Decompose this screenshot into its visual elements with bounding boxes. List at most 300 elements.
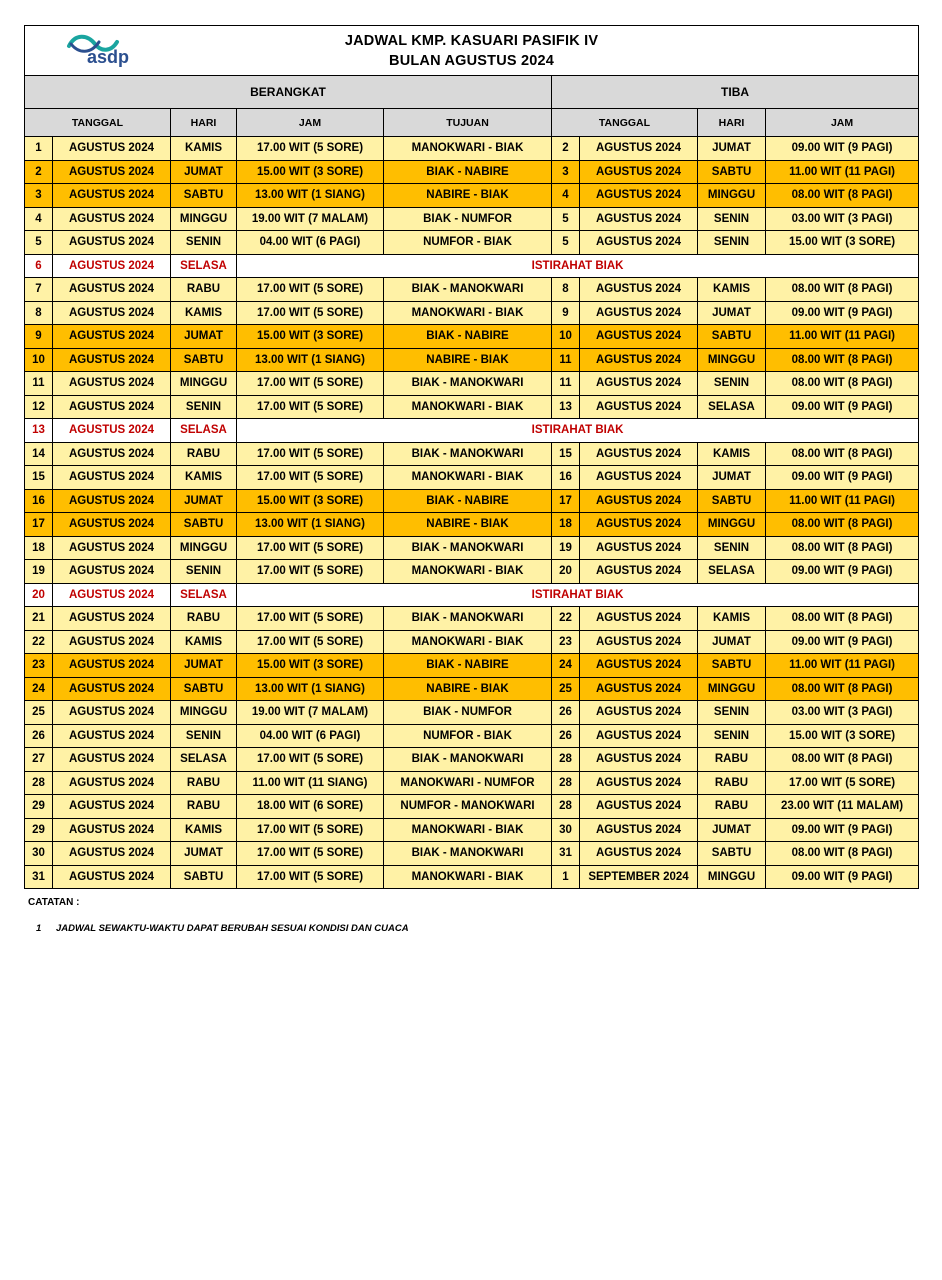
arrive-weekday: SABTU xyxy=(698,842,766,866)
rest-row xyxy=(25,419,919,443)
arrive-month: AGUSTUS 2024 xyxy=(580,513,698,537)
arrive-time: 08.00 WIT (8 PAGI) xyxy=(766,442,919,466)
depart-month: AGUSTUS 2024 xyxy=(53,724,171,748)
depart-day: 11 xyxy=(25,372,53,396)
schedule-row xyxy=(25,654,919,678)
arrive-month: AGUSTUS 2024 xyxy=(580,184,698,208)
arrive-time: 09.00 WIT (9 PAGI) xyxy=(766,395,919,419)
depart-day: 23 xyxy=(25,654,53,678)
arrive-month: AGUSTUS 2024 xyxy=(580,677,698,701)
route: BIAK - NABIRE xyxy=(384,160,552,184)
schedule-row xyxy=(25,560,919,584)
arrive-day: 2 xyxy=(552,137,580,161)
arrive-time: 11.00 WIT (11 PAGI) xyxy=(766,489,919,513)
arrive-time: 08.00 WIT (8 PAGI) xyxy=(766,677,919,701)
depart-time: 17.00 WIT (5 SORE) xyxy=(237,630,384,654)
schedule-row xyxy=(25,231,919,255)
arrive-weekday: SELASA xyxy=(698,560,766,584)
rest-note: ISTIRAHAT BIAK xyxy=(237,419,919,443)
arrive-day: 18 xyxy=(552,513,580,537)
arrive-weekday: KAMIS xyxy=(698,442,766,466)
depart-day: 30 xyxy=(25,842,53,866)
depart-month: AGUSTUS 2024 xyxy=(53,137,171,161)
arrive-time: 11.00 WIT (11 PAGI) xyxy=(766,160,919,184)
arrive-day: 26 xyxy=(552,701,580,725)
arrive-time: 09.00 WIT (9 PAGI) xyxy=(766,818,919,842)
arrive-time: 09.00 WIT (9 PAGI) xyxy=(766,630,919,654)
depart-time: 04.00 WIT (6 PAGI) xyxy=(237,231,384,255)
arrive-time: 08.00 WIT (8 PAGI) xyxy=(766,513,919,537)
schedule-row xyxy=(25,466,919,490)
route: MANOKWARI - BIAK xyxy=(384,560,552,584)
depart-weekday: SENIN xyxy=(171,724,237,748)
depart-weekday: RABU xyxy=(171,442,237,466)
arrive-time: 17.00 WIT (5 SORE) xyxy=(766,771,919,795)
col-tanggal: TANGGAL xyxy=(25,109,171,137)
depart-weekday: SELASA xyxy=(171,419,237,443)
arrive-weekday: SENIN xyxy=(698,536,766,560)
arrive-month: AGUSTUS 2024 xyxy=(580,701,698,725)
depart-month: AGUSTUS 2024 xyxy=(53,231,171,255)
depart-weekday: SELASA xyxy=(171,748,237,772)
depart-time: 17.00 WIT (5 SORE) xyxy=(237,607,384,631)
note-item xyxy=(36,923,409,934)
arrive-time: 09.00 WIT (9 PAGI) xyxy=(766,560,919,584)
route: BIAK - NABIRE xyxy=(384,325,552,349)
arrive-weekday: RABU xyxy=(698,795,766,819)
arrive-weekday: JUMAT xyxy=(698,818,766,842)
arrive-month: AGUSTUS 2024 xyxy=(580,818,698,842)
schedule-row xyxy=(25,184,919,208)
asdp-logo xyxy=(65,32,155,68)
depart-month: AGUSTUS 2024 xyxy=(53,560,171,584)
arrive-day: 28 xyxy=(552,748,580,772)
arrive-weekday: SABTU xyxy=(698,489,766,513)
depart-time: 17.00 WIT (5 SORE) xyxy=(237,372,384,396)
depart-day: 13 xyxy=(25,419,53,443)
arrive-time: 23.00 WIT (11 MALAM) xyxy=(766,795,919,819)
depart-month: AGUSTUS 2024 xyxy=(53,395,171,419)
arrive-weekday: SENIN xyxy=(698,372,766,396)
arrive-month: AGUSTUS 2024 xyxy=(580,466,698,490)
arrive-weekday: SELASA xyxy=(698,395,766,419)
depart-month: AGUSTUS 2024 xyxy=(53,865,171,889)
route: BIAK - MANOKWARI xyxy=(384,372,552,396)
depart-weekday: MINGGU xyxy=(171,536,237,560)
arrive-weekday: JUMAT xyxy=(698,630,766,654)
depart-time: 17.00 WIT (5 SORE) xyxy=(237,466,384,490)
depart-month: AGUSTUS 2024 xyxy=(53,818,171,842)
arrive-weekday: JUMAT xyxy=(698,466,766,490)
depart-day: 19 xyxy=(25,560,53,584)
route: MANOKWARI - NUMFOR xyxy=(384,771,552,795)
arrive-day: 5 xyxy=(552,231,580,255)
depart-day: 10 xyxy=(25,348,53,372)
depart-weekday: SENIN xyxy=(171,560,237,584)
depart-day: 7 xyxy=(25,278,53,302)
arrive-weekday: SABTU xyxy=(698,654,766,678)
depart-day: 2 xyxy=(25,160,53,184)
rest-note: ISTIRAHAT BIAK xyxy=(237,254,919,278)
depart-time: 15.00 WIT (3 SORE) xyxy=(237,160,384,184)
route: BIAK - MANOKWARI xyxy=(384,536,552,560)
schedule-row xyxy=(25,630,919,654)
arrive-day: 11 xyxy=(552,348,580,372)
arrive-month: AGUSTUS 2024 xyxy=(580,278,698,302)
depart-month: AGUSTUS 2024 xyxy=(53,184,171,208)
arrive-time: 08.00 WIT (8 PAGI) xyxy=(766,184,919,208)
route: NUMFOR - MANOKWARI xyxy=(384,795,552,819)
depart-month: AGUSTUS 2024 xyxy=(53,513,171,537)
col-tujuan: TUJUAN xyxy=(384,109,552,137)
route: BIAK - MANOKWARI xyxy=(384,748,552,772)
depart-month: AGUSTUS 2024 xyxy=(53,278,171,302)
depart-day: 26 xyxy=(25,724,53,748)
arrive-month: AGUSTUS 2024 xyxy=(580,301,698,325)
depart-month: AGUSTUS 2024 xyxy=(53,207,171,231)
schedule-row xyxy=(25,442,919,466)
schedule-row xyxy=(25,348,919,372)
depart-month: AGUSTUS 2024 xyxy=(53,536,171,560)
schedule-row xyxy=(25,818,919,842)
arrive-weekday: MINGGU xyxy=(698,348,766,372)
arrive-day: 16 xyxy=(552,466,580,490)
arrive-month: AGUSTUS 2024 xyxy=(580,489,698,513)
depart-weekday: SENIN xyxy=(171,231,237,255)
arrive-month: AGUSTUS 2024 xyxy=(580,325,698,349)
depart-weekday: KAMIS xyxy=(171,466,237,490)
arrive-month: AGUSTUS 2024 xyxy=(580,231,698,255)
arrive-weekday: RABU xyxy=(698,748,766,772)
rest-row xyxy=(25,583,919,607)
schedule-row xyxy=(25,771,919,795)
col-jam: JAM xyxy=(237,109,384,137)
svg-text:asdp: asdp xyxy=(87,47,130,67)
col-tanggal-tiba: TANGGAL xyxy=(552,109,698,137)
depart-time: 17.00 WIT (5 SORE) xyxy=(237,536,384,560)
arrive-day: 3 xyxy=(552,160,580,184)
route: BIAK - MANOKWARI xyxy=(384,842,552,866)
depart-weekday: RABU xyxy=(171,278,237,302)
arrive-weekday: SENIN xyxy=(698,701,766,725)
depart-month: AGUSTUS 2024 xyxy=(53,842,171,866)
arrive-day: 28 xyxy=(552,771,580,795)
arrive-weekday: SENIN xyxy=(698,207,766,231)
schedule-row xyxy=(25,489,919,513)
route: NABIRE - BIAK xyxy=(384,184,552,208)
arrive-time: 08.00 WIT (8 PAGI) xyxy=(766,278,919,302)
depart-day: 14 xyxy=(25,442,53,466)
col-hari-tiba: HARI xyxy=(698,109,766,137)
depart-weekday: MINGGU xyxy=(171,701,237,725)
rest-row xyxy=(25,254,919,278)
arrive-month: SEPTEMBER 2024 xyxy=(580,865,698,889)
depart-day: 29 xyxy=(25,795,53,819)
schedule-row xyxy=(25,724,919,748)
depart-time: 17.00 WIT (5 SORE) xyxy=(237,560,384,584)
col-hari: HARI xyxy=(171,109,237,137)
arrive-time: 15.00 WIT (3 SORE) xyxy=(766,231,919,255)
depart-weekday: MINGGU xyxy=(171,372,237,396)
schedule-row xyxy=(25,513,919,537)
arrive-time: 09.00 WIT (9 PAGI) xyxy=(766,466,919,490)
page-title: JADWAL KMP. KASUARI PASIFIK IV xyxy=(344,32,599,49)
arrive-day: 28 xyxy=(552,795,580,819)
depart-day: 3 xyxy=(25,184,53,208)
arrive-month: AGUSTUS 2024 xyxy=(580,771,698,795)
depart-weekday: SABTU xyxy=(171,513,237,537)
depart-day: 28 xyxy=(25,771,53,795)
schedule-row xyxy=(25,325,919,349)
depart-day: 29 xyxy=(25,818,53,842)
route: BIAK - MANOKWARI xyxy=(384,278,552,302)
depart-month: AGUSTUS 2024 xyxy=(53,583,171,607)
depart-weekday: RABU xyxy=(171,771,237,795)
route: BIAK - NABIRE xyxy=(384,489,552,513)
depart-month: AGUSTUS 2024 xyxy=(53,254,171,278)
route: BIAK - MANOKWARI xyxy=(384,442,552,466)
arrive-time: 08.00 WIT (8 PAGI) xyxy=(766,607,919,631)
depart-time: 15.00 WIT (3 SORE) xyxy=(237,325,384,349)
route: NABIRE - BIAK xyxy=(384,513,552,537)
arrive-day: 11 xyxy=(552,372,580,396)
schedule-row xyxy=(25,160,919,184)
depart-day: 9 xyxy=(25,325,53,349)
depart-weekday: SELASA xyxy=(171,583,237,607)
depart-weekday: JUMAT xyxy=(171,842,237,866)
depart-weekday: JUMAT xyxy=(171,160,237,184)
depart-time: 13.00 WIT (1 SIANG) xyxy=(237,677,384,701)
depart-weekday: KAMIS xyxy=(171,301,237,325)
depart-month: AGUSTUS 2024 xyxy=(53,607,171,631)
arrive-month: AGUSTUS 2024 xyxy=(580,372,698,396)
arrive-day: 24 xyxy=(552,654,580,678)
depart-time: 15.00 WIT (3 SORE) xyxy=(237,654,384,678)
depart-weekday: JUMAT xyxy=(171,489,237,513)
arrive-day: 23 xyxy=(552,630,580,654)
note-index: 1 xyxy=(36,923,42,934)
arrive-day: 17 xyxy=(552,489,580,513)
depart-month: AGUSTUS 2024 xyxy=(53,466,171,490)
arrive-weekday: MINGGU xyxy=(698,865,766,889)
arrive-weekday: MINGGU xyxy=(698,513,766,537)
depart-day: 8 xyxy=(25,301,53,325)
page-subtitle: BULAN AGUSTUS 2024 xyxy=(389,52,555,69)
depart-day: 22 xyxy=(25,630,53,654)
arrive-day: 26 xyxy=(552,724,580,748)
depart-time: 17.00 WIT (5 SORE) xyxy=(237,842,384,866)
depart-time: 13.00 WIT (1 SIANG) xyxy=(237,348,384,372)
arrive-time: 09.00 WIT (9 PAGI) xyxy=(766,865,919,889)
depart-month: AGUSTUS 2024 xyxy=(53,160,171,184)
schedule-row xyxy=(25,137,919,161)
arrive-day: 13 xyxy=(552,395,580,419)
schedule-row xyxy=(25,701,919,725)
depart-month: AGUSTUS 2024 xyxy=(53,795,171,819)
arrive-weekday: JUMAT xyxy=(698,137,766,161)
arrive-day: 4 xyxy=(552,184,580,208)
rest-note: ISTIRAHAT BIAK xyxy=(237,583,919,607)
depart-day: 25 xyxy=(25,701,53,725)
arrive-weekday: KAMIS xyxy=(698,607,766,631)
depart-day: 15 xyxy=(25,466,53,490)
section-arrive: TIBA xyxy=(552,76,919,109)
depart-time: 13.00 WIT (1 SIANG) xyxy=(237,513,384,537)
route: BIAK - NABIRE xyxy=(384,654,552,678)
depart-time: 15.00 WIT (3 SORE) xyxy=(237,489,384,513)
depart-weekday: SABTU xyxy=(171,865,237,889)
depart-weekday: KAMIS xyxy=(171,137,237,161)
arrive-time: 08.00 WIT (8 PAGI) xyxy=(766,348,919,372)
route: MANOKWARI - BIAK xyxy=(384,137,552,161)
depart-time: 18.00 WIT (6 SORE) xyxy=(237,795,384,819)
route: NABIRE - BIAK xyxy=(384,348,552,372)
depart-day: 1 xyxy=(25,137,53,161)
schedule-row xyxy=(25,278,919,302)
route: NUMFOR - BIAK xyxy=(384,724,552,748)
depart-time: 04.00 WIT (6 PAGI) xyxy=(237,724,384,748)
arrive-time: 09.00 WIT (9 PAGI) xyxy=(766,301,919,325)
depart-time: 17.00 WIT (5 SORE) xyxy=(237,748,384,772)
depart-time: 11.00 WIT (11 SIANG) xyxy=(237,771,384,795)
depart-weekday: SABTU xyxy=(171,184,237,208)
depart-time: 17.00 WIT (5 SORE) xyxy=(237,395,384,419)
depart-time: 17.00 WIT (5 SORE) xyxy=(237,301,384,325)
arrive-time: 11.00 WIT (11 PAGI) xyxy=(766,325,919,349)
depart-day: 5 xyxy=(25,231,53,255)
depart-day: 31 xyxy=(25,865,53,889)
arrive-time: 03.00 WIT (3 PAGI) xyxy=(766,207,919,231)
depart-time: 17.00 WIT (5 SORE) xyxy=(237,818,384,842)
arrive-month: AGUSTUS 2024 xyxy=(580,607,698,631)
arrive-time: 08.00 WIT (8 PAGI) xyxy=(766,748,919,772)
depart-month: AGUSTUS 2024 xyxy=(53,325,171,349)
depart-weekday: SABTU xyxy=(171,348,237,372)
arrive-month: AGUSTUS 2024 xyxy=(580,795,698,819)
depart-weekday: JUMAT xyxy=(171,654,237,678)
schedule-row xyxy=(25,842,919,866)
arrive-weekday: SENIN xyxy=(698,724,766,748)
arrive-weekday: SABTU xyxy=(698,325,766,349)
arrive-day: 8 xyxy=(552,278,580,302)
depart-day: 17 xyxy=(25,513,53,537)
depart-time: 19.00 WIT (7 MALAM) xyxy=(237,701,384,725)
depart-month: AGUSTUS 2024 xyxy=(53,419,171,443)
arrive-day: 20 xyxy=(552,560,580,584)
arrive-weekday: MINGGU xyxy=(698,184,766,208)
arrive-day: 25 xyxy=(552,677,580,701)
depart-time: 13.00 WIT (1 SIANG) xyxy=(237,184,384,208)
arrive-time: 08.00 WIT (8 PAGI) xyxy=(766,536,919,560)
schedule-sheet xyxy=(24,25,918,889)
depart-weekday: KAMIS xyxy=(171,630,237,654)
arrive-day: 15 xyxy=(552,442,580,466)
arrive-month: AGUSTUS 2024 xyxy=(580,560,698,584)
route: NUMFOR - BIAK xyxy=(384,231,552,255)
arrive-month: AGUSTUS 2024 xyxy=(580,842,698,866)
depart-time: 17.00 WIT (5 SORE) xyxy=(237,442,384,466)
note-text: JADWAL SEWAKTU-WAKTU DAPAT BERUBAH SESUAI KONDISI DAN CUACA xyxy=(56,923,409,934)
arrive-month: AGUSTUS 2024 xyxy=(580,630,698,654)
depart-weekday: JUMAT xyxy=(171,325,237,349)
depart-month: AGUSTUS 2024 xyxy=(53,701,171,725)
depart-weekday: SENIN xyxy=(171,395,237,419)
depart-month: AGUSTUS 2024 xyxy=(53,630,171,654)
schedule-row xyxy=(25,372,919,396)
arrive-time: 09.00 WIT (9 PAGI) xyxy=(766,137,919,161)
depart-month: AGUSTUS 2024 xyxy=(53,372,171,396)
arrive-time: 11.00 WIT (11 PAGI) xyxy=(766,654,919,678)
arrive-time: 08.00 WIT (8 PAGI) xyxy=(766,842,919,866)
depart-month: AGUSTUS 2024 xyxy=(53,442,171,466)
depart-day: 24 xyxy=(25,677,53,701)
depart-month: AGUSTUS 2024 xyxy=(53,677,171,701)
col-jam-tiba: JAM xyxy=(766,109,919,137)
arrive-month: AGUSTUS 2024 xyxy=(580,160,698,184)
arrive-weekday: MINGGU xyxy=(698,677,766,701)
depart-day: 12 xyxy=(25,395,53,419)
depart-month: AGUSTUS 2024 xyxy=(53,654,171,678)
schedule-row xyxy=(25,795,919,819)
depart-day: 4 xyxy=(25,207,53,231)
route: BIAK - NUMFOR xyxy=(384,701,552,725)
route: NABIRE - BIAK xyxy=(384,677,552,701)
schedule-table xyxy=(24,25,919,889)
arrive-month: AGUSTUS 2024 xyxy=(580,536,698,560)
notes-label: CATATAN : xyxy=(28,897,80,908)
arrive-time: 15.00 WIT (3 SORE) xyxy=(766,724,919,748)
schedule-row xyxy=(25,207,919,231)
route: MANOKWARI - BIAK xyxy=(384,630,552,654)
arrive-month: AGUSTUS 2024 xyxy=(580,748,698,772)
depart-month: AGUSTUS 2024 xyxy=(53,489,171,513)
arrive-day: 22 xyxy=(552,607,580,631)
depart-day: 27 xyxy=(25,748,53,772)
arrive-month: AGUSTUS 2024 xyxy=(580,395,698,419)
depart-time: 17.00 WIT (5 SORE) xyxy=(237,137,384,161)
arrive-weekday: SENIN xyxy=(698,231,766,255)
depart-weekday: RABU xyxy=(171,607,237,631)
schedule-row xyxy=(25,395,919,419)
depart-month: AGUSTUS 2024 xyxy=(53,748,171,772)
arrive-day: 31 xyxy=(552,842,580,866)
schedule-row xyxy=(25,865,919,889)
route: MANOKWARI - BIAK xyxy=(384,818,552,842)
depart-day: 20 xyxy=(25,583,53,607)
schedule-row xyxy=(25,536,919,560)
depart-time: 17.00 WIT (5 SORE) xyxy=(237,278,384,302)
arrive-month: AGUSTUS 2024 xyxy=(580,137,698,161)
arrive-month: AGUSTUS 2024 xyxy=(580,442,698,466)
depart-day: 21 xyxy=(25,607,53,631)
arrive-day: 5 xyxy=(552,207,580,231)
depart-month: AGUSTUS 2024 xyxy=(53,348,171,372)
arrive-month: AGUSTUS 2024 xyxy=(580,724,698,748)
arrive-month: AGUSTUS 2024 xyxy=(580,207,698,231)
depart-day: 6 xyxy=(25,254,53,278)
arrive-weekday: KAMIS xyxy=(698,278,766,302)
route: MANOKWARI - BIAK xyxy=(384,466,552,490)
depart-time: 19.00 WIT (7 MALAM) xyxy=(237,207,384,231)
arrive-weekday: JUMAT xyxy=(698,301,766,325)
depart-day: 16 xyxy=(25,489,53,513)
depart-weekday: RABU xyxy=(171,795,237,819)
route: MANOKWARI - BIAK xyxy=(384,301,552,325)
schedule-row xyxy=(25,748,919,772)
route: MANOKWARI - BIAK xyxy=(384,865,552,889)
depart-weekday: SABTU xyxy=(171,677,237,701)
schedule-row xyxy=(25,677,919,701)
